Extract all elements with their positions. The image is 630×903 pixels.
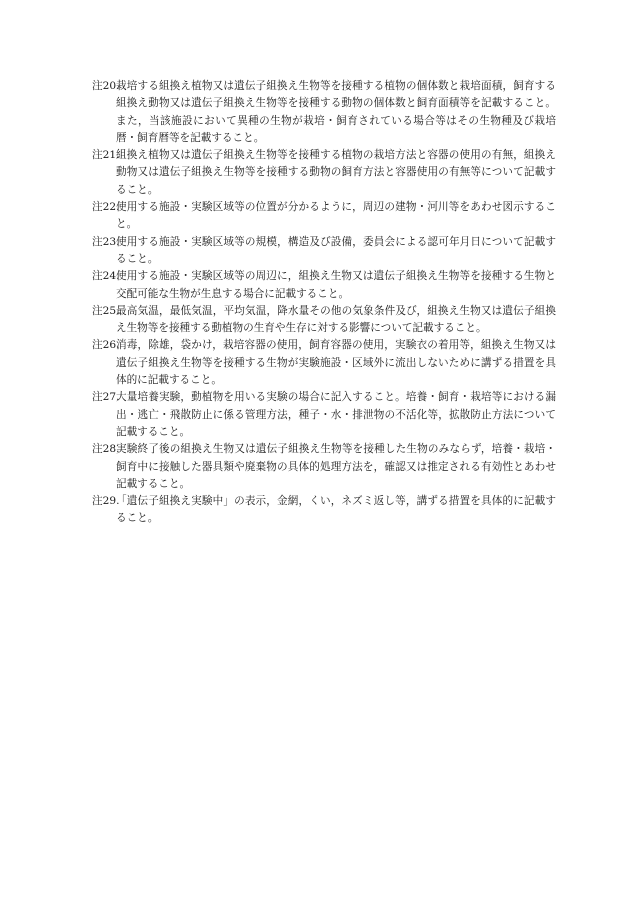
note-label: 注28.: [92, 443, 120, 456]
note-24: [92, 268, 556, 303]
note-22: [92, 199, 556, 234]
note-text: 消毒，除雄，袋かけ，栽培容器の使用，飼育容器の使用，実験衣の着用等，組換え生物又は遺伝子組換え生物等を接種する生物が実験施設・区域外に流出しないために講ずる措置を具体的に記載すること。: [116, 339, 556, 387]
note-label: 注27.: [92, 391, 120, 404]
note-23: [92, 234, 556, 269]
note-label: 注26.: [92, 339, 120, 352]
note-label: 注20.: [92, 80, 120, 92]
note-text: 使用する施設・実験区域等の規模，構造及び設備，委員会による認可年月日について記載すること。: [116, 235, 556, 265]
note-26: [92, 337, 556, 389]
note-28: [92, 441, 556, 493]
note-label: 注21.: [92, 149, 120, 162]
note-label: 注24.: [92, 270, 120, 283]
notes-list: [92, 78, 556, 528]
note-text: 実験終了後の組換え生物又は遺伝子組換え生物等を接種した生物のみならず，培養・栽培・飼育中に接触した器具類や廃棄物の具体的処理方法を，確認又は推定される有効性とあわせ記載すること。: [116, 443, 556, 490]
note-label: 注23.: [92, 235, 120, 248]
note-29: [92, 493, 556, 528]
note-20: [92, 78, 556, 147]
note-27: [92, 389, 556, 441]
note-25: [92, 303, 556, 338]
note-text: 最高気温，最低気温，平均気温，降水量その他の気象条件及び，組換え生物又は遺伝子組換え生物等を接種する動植物の生育や生存に対する影響について記載すること。: [116, 304, 556, 335]
note-label: 注22.: [92, 201, 120, 214]
note-text: 栽培する組換え植物又は遺伝子組換え生物等を接種する植物の個体数と栽培面積，飼育する組換え動物又は遺伝子組換え生物等を接種する動物の個体数と飼育面積等を記載すること。また，当該施設において異種の生物が栽培・飼育されている場合等はその生物種及び栽培暦・飼育暦等を記載すること。: [116, 80, 556, 144]
note-label: 注29.: [92, 495, 120, 508]
note-text: 組換え植物又は遺伝子組換え生物等を接種する植物の栽培方法と容器の使用の有無，組換え動物又は遺伝子組換え生物等を接種する動物の飼育方法と容器使用の有無等について記載すること。: [116, 149, 556, 196]
note-text: 使用する施設・実験区域等の位置が分かるように，周辺の建物・河川等をあわせ図示すること。: [116, 201, 556, 231]
note-text: 「遺伝子組換え実験中」の表示，金網，くい，ネズミ返し等，講ずる措置を具体的に記載すること。: [116, 495, 556, 525]
note-label: 注25.: [92, 304, 120, 317]
note-21: [92, 147, 556, 199]
note-text: 大量培養実験，動植物を用いる実験の場合に記入すること。培養・飼育・栽培等における漏出・逃亡・飛散防止に係る管理方法，種子・水・排泄物の不活化等，拡散防止方法について記載すること。: [116, 391, 556, 438]
note-text: 使用する施設・実験区域等の周辺に，組換え生物又は遺伝子組換え生物等を接種する生物と交配可能な生物が生息する場合に記載すること。: [116, 270, 556, 300]
